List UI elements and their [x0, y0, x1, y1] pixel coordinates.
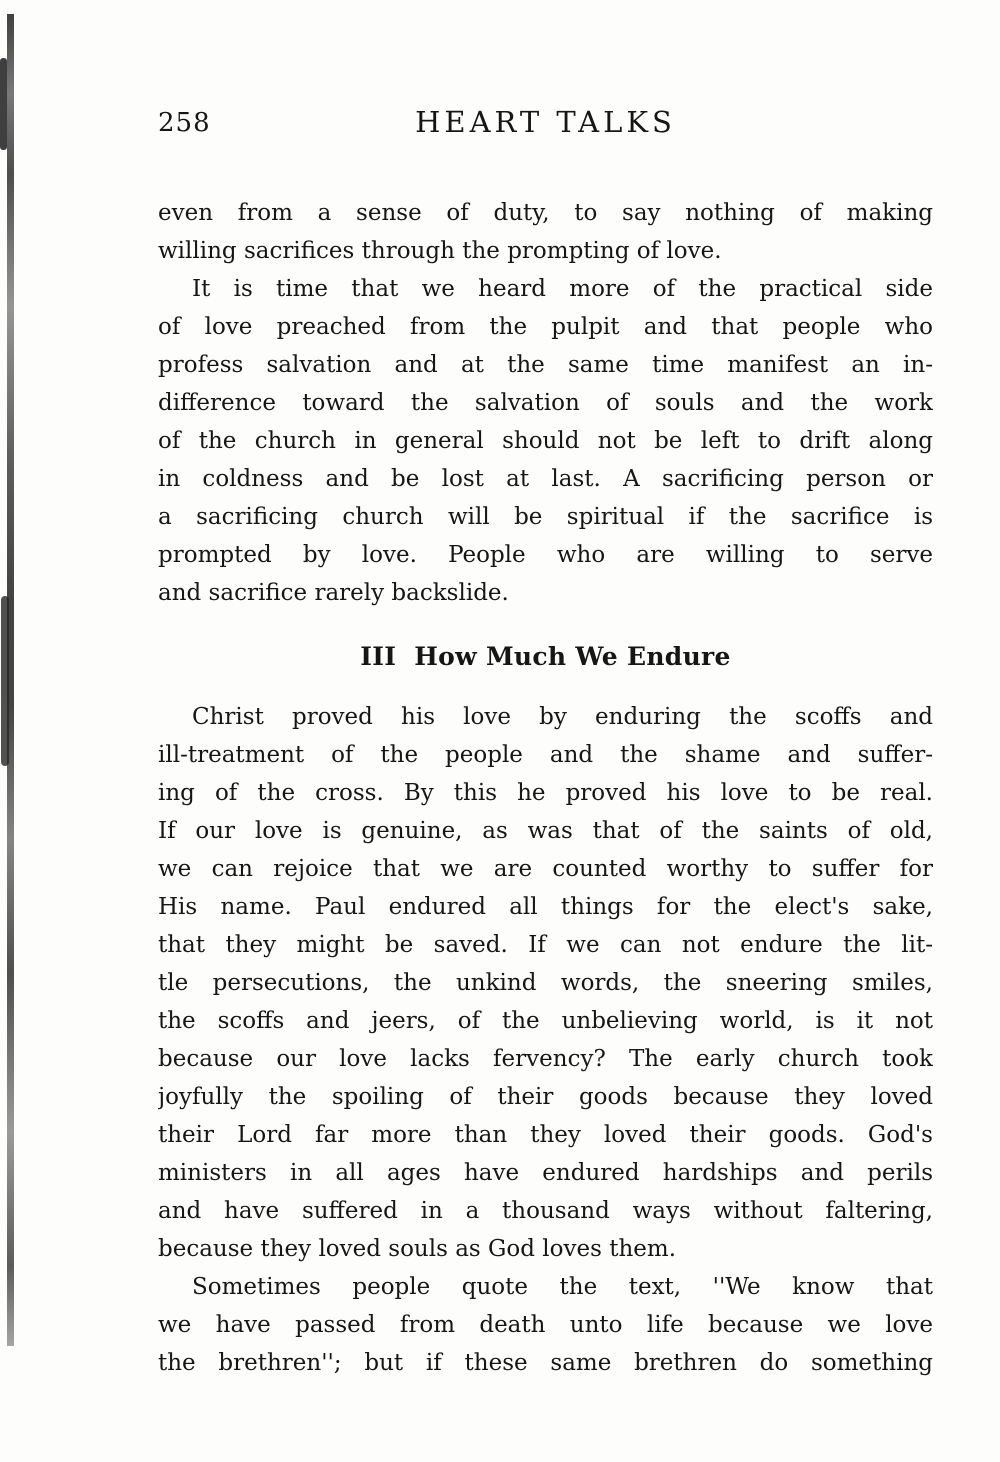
text-line: that they might be saved. If we can not endure the lit- [158, 932, 933, 958]
scan-ink-blotch-top [0, 58, 7, 150]
paragraph [158, 1268, 933, 1382]
text-line: ministers in all ages have endured hardships and perils [158, 1160, 933, 1186]
paragraph [158, 194, 933, 270]
text-line: of the church in general should not be left to drift along [158, 428, 933, 454]
text-line: profess salvation and at the same time manifest an in- [158, 352, 933, 378]
section-heading: III How Much We Endure [360, 642, 731, 671]
text-line: ing of the cross. By this he proved his love to be real. [158, 780, 933, 806]
text-line: joyfully the spoiling of their goods because they loved [158, 1084, 933, 1110]
text-line: If our love is genuine, as was that of the saints of old, [158, 818, 933, 844]
scan-ink-blotch-mid [1, 596, 9, 766]
text-line: ill-treatment of the people and the shame and suffer- [158, 742, 933, 768]
page-header [158, 104, 933, 144]
page-number: 258 [158, 108, 211, 138]
text-line: in coldness and be lost at last. A sacrificing person or [158, 466, 933, 492]
text-line: their Lord far more than they loved their goods. God's [158, 1122, 933, 1148]
paragraph [158, 698, 933, 1268]
text-line: Sometimes people quote the text, ''We know that [192, 1274, 933, 1300]
page-content [158, 104, 933, 1382]
text-line: tle persecutions, the unkind words, the sneering smiles, [158, 970, 933, 996]
text-line: His name. Paul endured all things for the elect's sake, [158, 894, 933, 920]
text-line: we have passed from death unto life because we love [158, 1312, 933, 1338]
text-line: because they loved souls as God loves them. [158, 1236, 677, 1262]
text-line: the brethren''; but if these same brethren do something [158, 1350, 933, 1376]
text-line: even from a sense of duty, to say nothing of making [158, 200, 933, 226]
text-line: the scoffs and jeers, of the unbelieving world, is it not [158, 1008, 933, 1034]
text-line: It is time that we heard more of the practical side [192, 276, 933, 302]
text-line: and have suffered in a thousand ways without faltering, [158, 1198, 933, 1224]
text-line: Christ proved his love by enduring the scoffs and [192, 704, 933, 730]
paragraph [158, 270, 933, 612]
text-line: of love preached from the pulpit and that people who [158, 314, 933, 340]
text-line: a sacrificing church will be spiritual if the sacrifice is [158, 504, 933, 530]
text-line: and sacrifice rarely backslide. [158, 580, 509, 606]
text-line: because our love lacks fervency? The early church took [158, 1046, 933, 1072]
text-line: prompted by love. People who are willing to serve [158, 542, 933, 568]
text-line: we can rejoice that we are counted worthy to suffer for [158, 856, 933, 882]
text-line: difference toward the salvation of souls and the work [158, 390, 933, 416]
page-body [158, 194, 933, 1382]
text-line: willing sacrifices through the prompting of love. [158, 238, 722, 264]
running-title: HEART TALKS [415, 105, 676, 139]
